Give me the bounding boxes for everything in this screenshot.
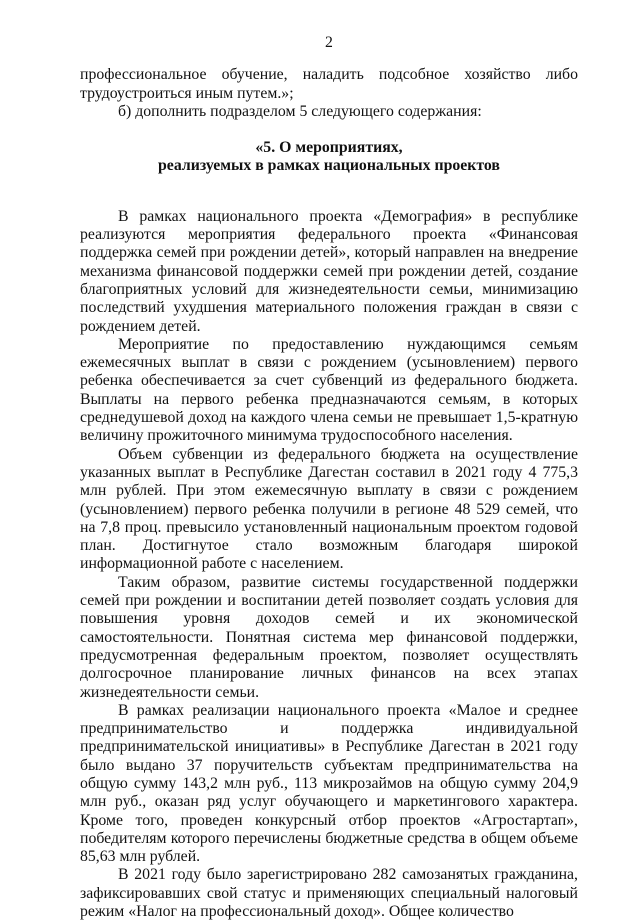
- body-paragraph-subvention-volume: Объем субвенции из федерального бюджета на осуществление указанных выплат в Республике Дагестан составил в 2021 году 4 775,3 млн рублей. При этом ежемесячную выплату в связи с рождением (усыновлением) первого ребенка получили в регионе 48 529 семей, что на 7,8 проц. превысило установленный национальным проектом годовой план. Достигнутое стало возможным благодаря широкой информационной работе с населением.: [80, 445, 578, 573]
- section-heading: [80, 139, 578, 176]
- body-paragraph-self-employed: В 2021 году было зарегистрировано 282 самозанятых гражданина, зафиксировавших свой статус и применяющих специальный налоговый режим «Налог на профессиональный доход». Общее количество: [80, 866, 578, 921]
- body-paragraph-small-business: В рамках реализации национального проекта «Малое и среднее предпринимательство и поддержка индивидуальной предпринимательской инициативы» в Республике Дагестан в 2021 году было выдано 37 поручительств субъектам предпринимательства на общую сумму 143,2 млн руб., 113 микрозаймов на общую сумму 204,9 млн руб., оказан ряд услуг обучающего и маркетингового характера. Кроме того, проведен конкурсный отбор проектов «Агростартап», победителям которого перечислены бюджетные средства в общем объеме 85,63 млн рублей.: [80, 701, 578, 866]
- section-heading-line-2: реализуемых в рамках национальных проектов: [158, 157, 500, 175]
- body-paragraph-family-support: Таким образом, развитие системы государственной поддержки семей при рождении и воспитании детей позволяет создать условия для повышения уровня доходов семей и их экономической самостоятельности. Понятная система мер финансовой поддержки, предусмотренная федеральным проектом, позволяет осуществлять долгосрочное планирование личных финансов на всех этапах жизнедеятельности семьи.: [80, 573, 578, 701]
- body-paragraph-monthly-payments: Мероприятие по предоставлению нуждающимся семьям ежемесячных выплат в связи с рождением (усыновлением) первого ребенка обеспечивается за счет субвенций из федерального бюджета. Выплаты на первого ребенка предназначаются семьям, в которых среднедушевой доход на каждого члена семьи не превышает 1,5-кратную величину прожиточного минимума трудоспособного населения.: [80, 335, 578, 445]
- intro-paragraph-amendment: б) дополнить подразделом 5 следующего содержания:: [118, 102, 482, 120]
- page-number: 2: [325, 34, 333, 51]
- intro-paragraph-continuation: профессиональное обучение, наладить подсобное хозяйство либо трудоустроиться иным путем.»;: [80, 66, 578, 102]
- section-heading-line-1: «5. О мероприятиях,: [255, 139, 403, 157]
- body-paragraph-demography: В рамках национального проекта «Демография» в республике реализуются мероприятия федерального проекта «Финансовая поддержка семей при рождении детей», который направлен на внедрение механизма финансовой поддержки семей при рождении детей, создание благоприятных условий для жизнедеятельности семьи, минимизацию последствий ухудшения материального положения граждан в связи с рождением детей.: [80, 207, 578, 335]
